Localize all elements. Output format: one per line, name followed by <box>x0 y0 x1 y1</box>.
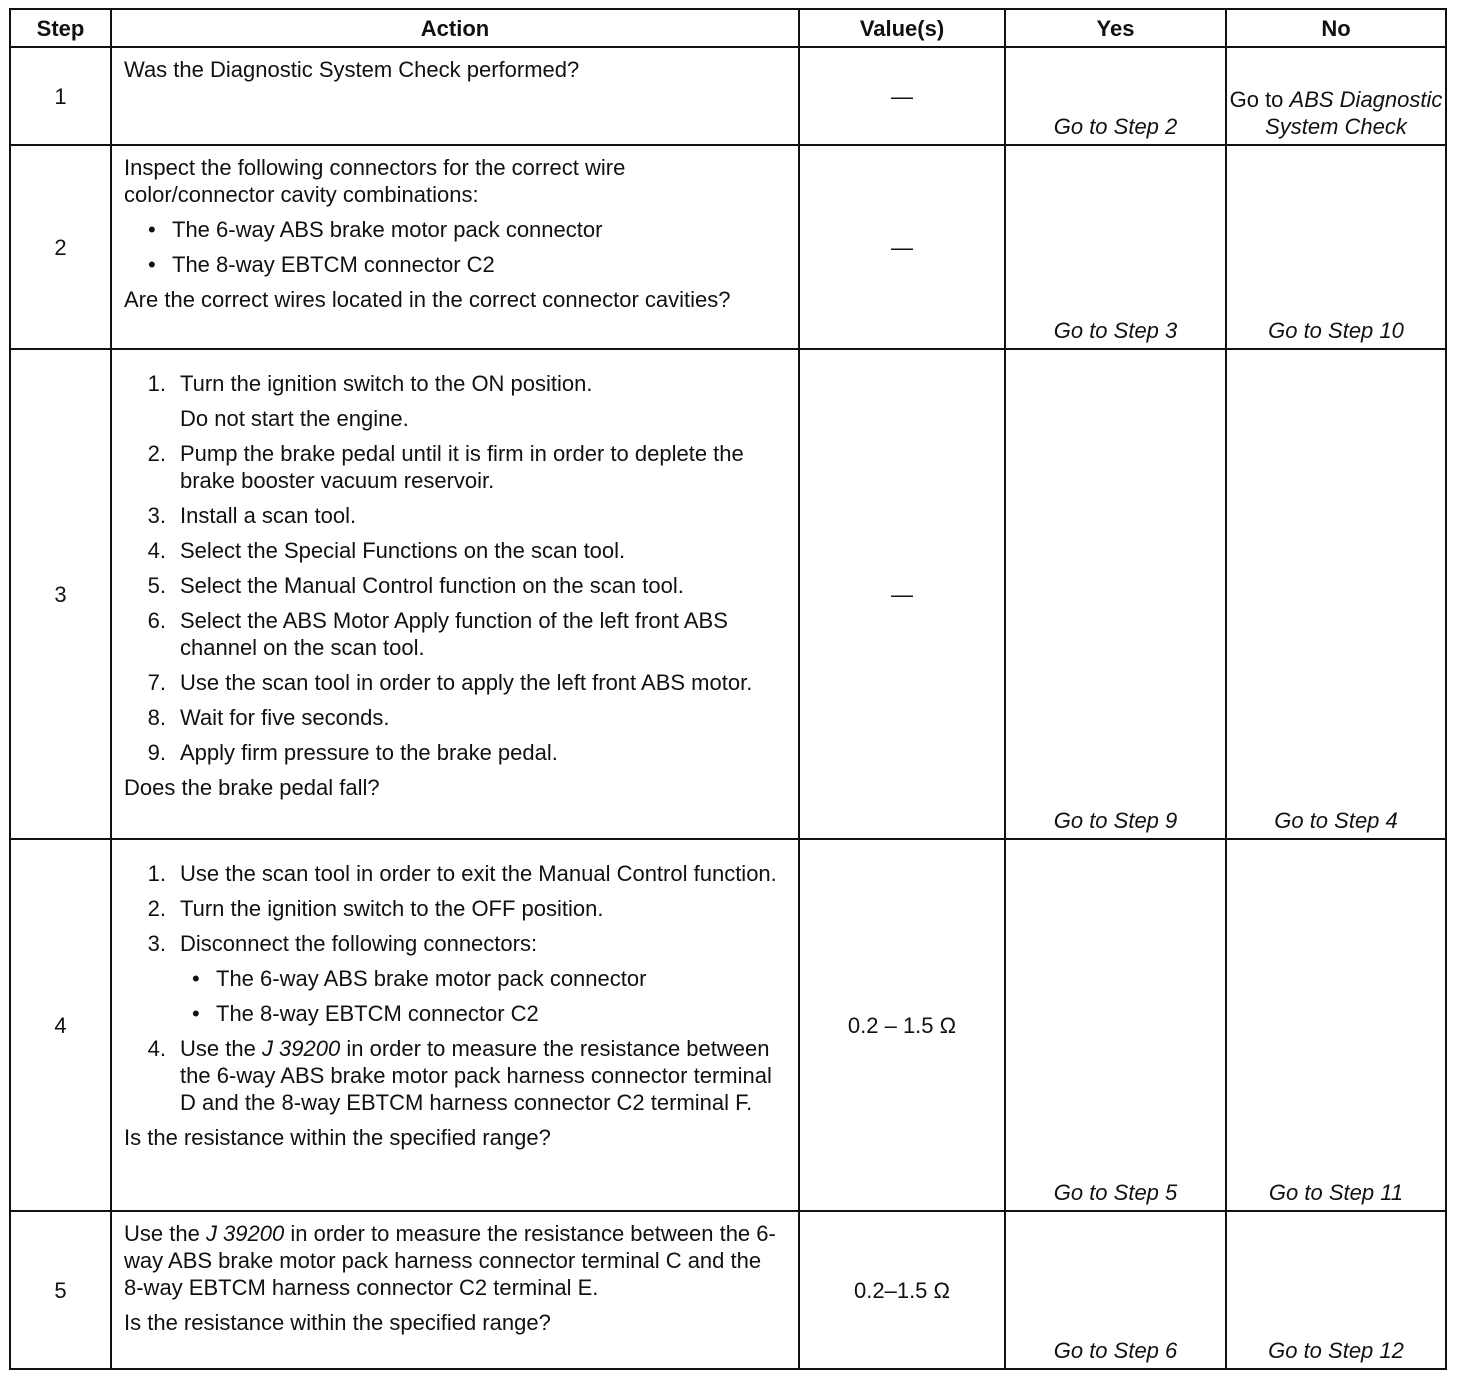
header-no: No <box>1226 9 1446 47</box>
tool-reference: J 39200 <box>205 1221 285 1246</box>
bullet-text: The 8-way EBTCM connector C2 <box>172 252 495 277</box>
yes-cell: Go to Step 6 <box>1005 1211 1226 1369</box>
item-text: Select the ABS Motor Apply function of the left front ABS channel on the scan tool. <box>180 608 728 660</box>
item-text: Use the <box>180 1036 262 1061</box>
instruction-text: in order to measure the resistance between the 6-way ABS brake motor pack harness connector terminal C and the 8-way EBTCM harness connector C2 terminal E. <box>124 1221 776 1300</box>
action-question: Are the correct wires located in the correct connector cavities? <box>124 287 731 312</box>
numbered-item <box>124 930 778 957</box>
item-text: Wait for five seconds. <box>180 705 390 730</box>
value-cell: — <box>799 349 1005 839</box>
item-text: Select the Special Functions on the scan tool. <box>180 538 626 563</box>
action-instruction <box>124 1220 778 1301</box>
item-text: Apply firm pressure to the brake pedal. <box>180 740 558 765</box>
item-text: Disconnect the following connectors: <box>180 931 538 956</box>
bullet-item <box>124 1000 778 1027</box>
no-cell: Go to Step 10 <box>1226 145 1446 349</box>
step-number: 5 <box>10 1211 111 1369</box>
item-text: Use the scan tool in order to apply the left front ABS motor. <box>180 670 753 695</box>
numbered-item <box>124 669 778 696</box>
action-cell <box>111 839 799 1211</box>
numbered-item <box>124 502 778 529</box>
numbered-item <box>124 537 778 564</box>
action-question: Is the resistance within the specified range? <box>124 1125 551 1150</box>
action-question: Was the Diagnostic System Check performed? <box>124 57 580 82</box>
item-text: Turn the ignition switch to the OFF position. <box>180 896 604 921</box>
numbered-item <box>124 704 778 731</box>
bullet-item <box>124 216 778 243</box>
yes-cell: Go to Step 2 <box>1005 47 1226 145</box>
item-number: 3. <box>147 503 166 528</box>
numbered-item <box>124 860 778 887</box>
no-cell: Go to Step 4 <box>1226 349 1446 839</box>
step-number: 1 <box>10 47 111 145</box>
numbered-item <box>124 572 778 599</box>
action-cell <box>111 349 799 839</box>
table-row <box>10 1211 1446 1369</box>
no-reference: ABS Diagnostic System Check <box>1265 87 1443 139</box>
bullet-text: The 6-way ABS brake motor pack connector <box>216 966 647 991</box>
yes-cell: Go to Step 3 <box>1005 145 1226 349</box>
item-text: Select the Manual Control function on the scan tool. <box>180 573 684 598</box>
numbered-item <box>124 440 778 494</box>
step-number: 2 <box>10 145 111 349</box>
numbered-item <box>124 370 778 432</box>
item-number: 1. <box>147 861 166 886</box>
item-text: in order to measure the resistance between the 6-way ABS brake motor pack harness connector terminal D and the 8-way EBTCM harness connector C2 terminal F. <box>180 1036 772 1115</box>
value-cell: 0.2 – 1.5 Ω <box>799 839 1005 1211</box>
table-row <box>10 47 1446 145</box>
numbered-item <box>124 1035 778 1116</box>
item-number: 8. <box>147 705 166 730</box>
action-question: Does the brake pedal fall? <box>124 775 380 800</box>
bullet-icon: • <box>148 252 156 277</box>
step-number: 4 <box>10 839 111 1211</box>
item-number: 4. <box>147 1036 166 1061</box>
bullet-item <box>124 251 778 278</box>
table-row <box>10 349 1446 839</box>
item-subtext: Do not start the engine. <box>180 406 409 431</box>
action-cell <box>111 145 799 349</box>
header-yes: Yes <box>1005 9 1226 47</box>
bullet-icon: • <box>192 966 200 991</box>
header-step: Step <box>10 9 111 47</box>
numbered-item <box>124 739 778 766</box>
table-row <box>10 839 1446 1211</box>
bullet-item <box>124 965 778 992</box>
no-cell: Go to Step 12 <box>1226 1211 1446 1369</box>
no-cell <box>1226 47 1446 145</box>
item-number: 9. <box>147 740 166 765</box>
table-row <box>10 145 1446 349</box>
instruction-text: Use the <box>124 1221 206 1246</box>
value-cell: — <box>799 145 1005 349</box>
item-number: 3. <box>147 931 166 956</box>
item-number: 2. <box>147 441 166 466</box>
tool-reference: J 39200 <box>261 1036 341 1061</box>
action-cell <box>111 47 799 145</box>
no-prefix: Go to <box>1229 87 1290 112</box>
item-text: Install a scan tool. <box>180 503 357 528</box>
header-values: Value(s) <box>799 9 1005 47</box>
item-number: 7. <box>147 670 166 695</box>
bullet-text: The 6-way ABS brake motor pack connector <box>172 217 603 242</box>
action-intro: Inspect the following connectors for the correct wire color/connector cavity combinations: <box>124 155 626 207</box>
item-text: Pump the brake pedal until it is firm in order to deplete the brake booster vacuum reservoir. <box>180 441 744 493</box>
item-number: 5. <box>147 573 166 598</box>
step-number: 3 <box>10 349 111 839</box>
no-cell: Go to Step 11 <box>1226 839 1446 1211</box>
action-cell <box>111 1211 799 1369</box>
diagnostic-table <box>9 8 1447 1370</box>
yes-cell: Go to Step 9 <box>1005 349 1226 839</box>
item-text: Turn the ignition switch to the ON position. <box>180 371 593 396</box>
item-number: 1. <box>147 371 166 396</box>
value-cell: 0.2–1.5 Ω <box>799 1211 1005 1369</box>
numbered-item <box>124 895 778 922</box>
item-text: Use the scan tool in order to exit the Manual Control function. <box>180 861 777 886</box>
value-cell: — <box>799 47 1005 145</box>
numbered-item <box>124 607 778 661</box>
yes-cell: Go to Step 5 <box>1005 839 1226 1211</box>
header-row <box>10 9 1446 47</box>
item-number: 4. <box>147 538 166 563</box>
bullet-icon: • <box>148 217 156 242</box>
item-number: 6. <box>147 608 166 633</box>
item-number: 2. <box>147 896 166 921</box>
action-question: Is the resistance within the specified range? <box>124 1310 551 1335</box>
header-action: Action <box>111 9 799 47</box>
bullet-icon: • <box>192 1001 200 1026</box>
bullet-text: The 8-way EBTCM connector C2 <box>216 1001 539 1026</box>
